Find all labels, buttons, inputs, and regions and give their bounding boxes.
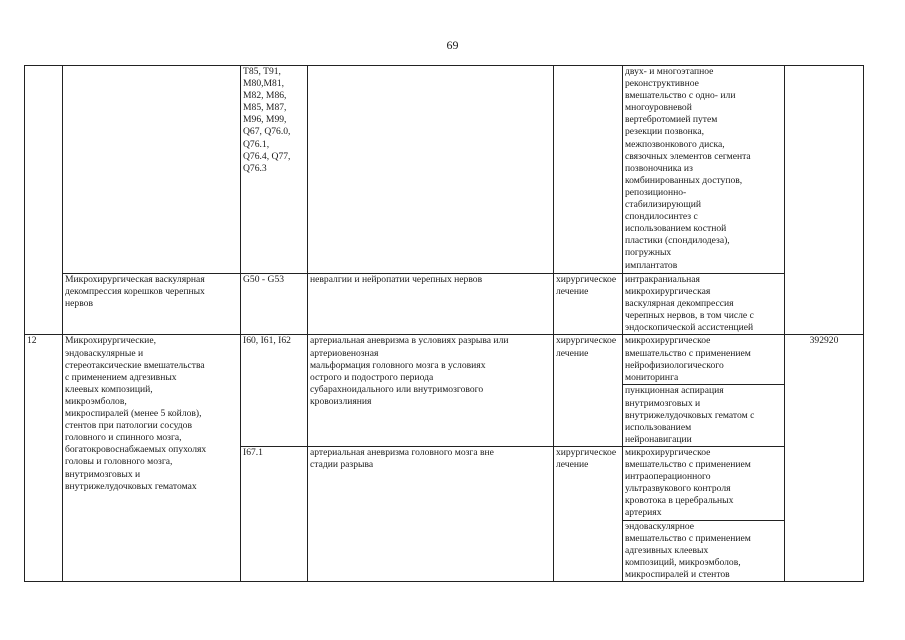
- model-cell: невралгии и нейропатии черепных нервов: [308, 274, 554, 335]
- name-cell: Микрохирургические, эндоваскулярные и стереотаксические вмешательства с применением адгезивных клеевых композиций, микроэмболов, микроспиралей (менее 5 койлов), стентов при патологии сосудов головного и спинного мозга, богатокровоснабжаемых опухолях головы и головного мозга, внутримозговых и внутрижелудочковых гематомах: [63, 335, 241, 582]
- method-cell: микрохирургическое вмешательство с применением нейрофизиологического мониторинга: [623, 335, 785, 385]
- codes-cell: G50 - G53: [241, 274, 308, 335]
- page-number: 69: [446, 38, 459, 52]
- method-cell: интракраниальная микрохирургическая васкулярная декомпрессия черепных нервов, в том числе с эндоскопической ассистенцией: [623, 274, 785, 335]
- procedures-table: [24, 65, 864, 582]
- model-cell-empty: [308, 66, 554, 274]
- tariff-cell-empty: [785, 66, 864, 335]
- codes-cell: T85, T91, M80,M81, M82, M86, M85, M87, M96, M99, Q67, Q76.0, Q76.1, Q76.4, Q77, Q76.3: [241, 66, 308, 274]
- model-cell: артериальная аневризма головного мозга вне стадии разрыва: [308, 446, 554, 581]
- method-cell: эндоваскулярное вмешательство с применением адгезивных клеевых композиций, микроэмболов, микроспиралей и стентов: [623, 520, 785, 581]
- name-cell: Микрохирургическая васкулярная декомпрессия корешков черепных нервов: [63, 274, 241, 335]
- codes-cell: I60, I61, I62: [241, 335, 308, 446]
- table-row: [25, 66, 864, 274]
- method-cell: микрохирургическое вмешательство с применением интраоперационного ультразвукового контроля кровотока в церебральных артериях: [623, 446, 785, 520]
- row-number-cell-empty: [25, 66, 63, 335]
- method-cell: двух- и многоэтапное реконструктивное вмешательство с одно- или многоуровневой вертебротомией путем резекции позвонка, межпозвонкового диска, связочных элементов сегмента позвоночника из комбинированных доступов, репозиционно- стабилизирующий спондилосинтез с использованием костной пластики (спондилодеза), погружных имплантатов: [623, 66, 785, 274]
- treatment-cell: хирургическое лечение: [554, 274, 623, 335]
- treatment-cell: хирургическое лечение: [554, 446, 623, 581]
- treatment-cell: хирургическое лечение: [554, 335, 623, 446]
- table-row: [25, 274, 864, 335]
- model-cell: артериальная аневризма в условиях разрыва или артериовенозная мальформация головного мозга в условиях острого и подострого периода субарахноидального или внутримозгового кровоизлияния: [308, 335, 554, 446]
- tariff-cell: 392920: [785, 335, 864, 582]
- name-cell-empty: [63, 66, 241, 274]
- method-cell: пункционная аспирация внутримозговых и внутрижелудочковых гематом с использованием нейронавигации: [623, 385, 785, 446]
- table-row: [25, 335, 864, 385]
- row-number-cell: 12: [25, 335, 63, 582]
- codes-cell: I67.1: [241, 446, 308, 581]
- treatment-cell-empty: [554, 66, 623, 274]
